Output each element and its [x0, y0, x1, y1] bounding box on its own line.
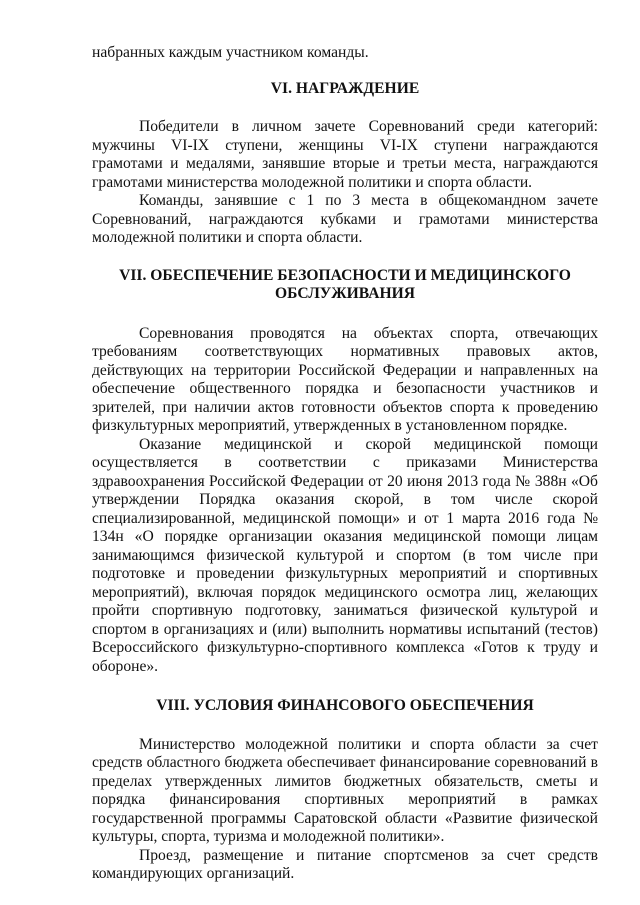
section-8-paragraph-1: Министерство молодежной политики и спорта области за счет средств областного бюджета обеспечивает финансирование соревнований в пределах утвержденных лимитов бюджетных обязательств, сметы и порядка финансирования спортивных мероприятий в рамках государственной программы Саратовской области «Развитие физической культуры, спорта, туризма и молодежной политики». [92, 735, 598, 845]
section-8-heading: VIII. УСЛОВИЯ ФИНАНСОВОГО ОБЕСПЕЧЕНИЯ [156, 697, 534, 714]
document-body [92, 44, 598, 884]
section-7-paragraph-2: Оказание медицинской и скорой медицинской помощи осуществляется в соответствии с приказами Министерства здравоохранения Российской Федерации от 20 июня 2013 года № 388н «Об утверждении Порядка оказания скорой, в том числе скорой специализированной, медицинской помощи» и от 1 марта 2016 года № 134н «О порядке организации оказания медицинской помощи лицам занимающимся физической культурой и спортом (в том числе при подготовке и проведении физкультурных мероприятий и спортивных мероприятий), включая порядок медицинского осмотра лиц, желающих пройти спортивную подготовку, заниматься физической культурой и спортом в организациях и (или) выполнить нормативы испытаний (тестов) Всероссийского физкультурно-спортивного комплекса «Готов к труду и обороне». [92, 435, 598, 675]
intro-line: набранных каждым участником команды. [92, 44, 369, 61]
section-8-paragraph-2: Проезд, размещение и питание спортсменов за счет средств командирующих организаций. [92, 846, 598, 882]
section-7-heading: VII. ОБЕСПЕЧЕНИЕ БЕЗОПАСНОСТИ И МЕДИЦИНСКОГО ОБСЛУЖИВАНИЯ [119, 266, 571, 302]
section-6-paragraph-2: Команды, занявшие с 1 по 3 места в общекомандном зачете Соревнований, награждаются кубками и грамотами министерства молодежной политики и спорта области. [92, 192, 598, 246]
section-7-paragraph-1: Соревнования проводятся на объектах спорта, отвечающих требованиям соответствующих нормативных правовых актов, действующих на территории Российской Федерации и направленных на обеспечение общественного порядка и безопасности участников и зрителей, при наличии актов готовности объектов спорта к проведению физкультурных мероприятий, утвержденных в установленном порядке. [92, 324, 598, 434]
section-6-heading: VI. НАГРАЖДЕНИЕ [270, 79, 420, 97]
section-6-paragraph-1: Победители в личном зачете Соревнований среди категорий: мужчины VI-IX ступени, женщины VI-IX ступени награждаются грамотами и медалями, занявшие вторые и третьи места, награждаются грамотами министерства молодежной политики и спорта области. [92, 118, 598, 191]
